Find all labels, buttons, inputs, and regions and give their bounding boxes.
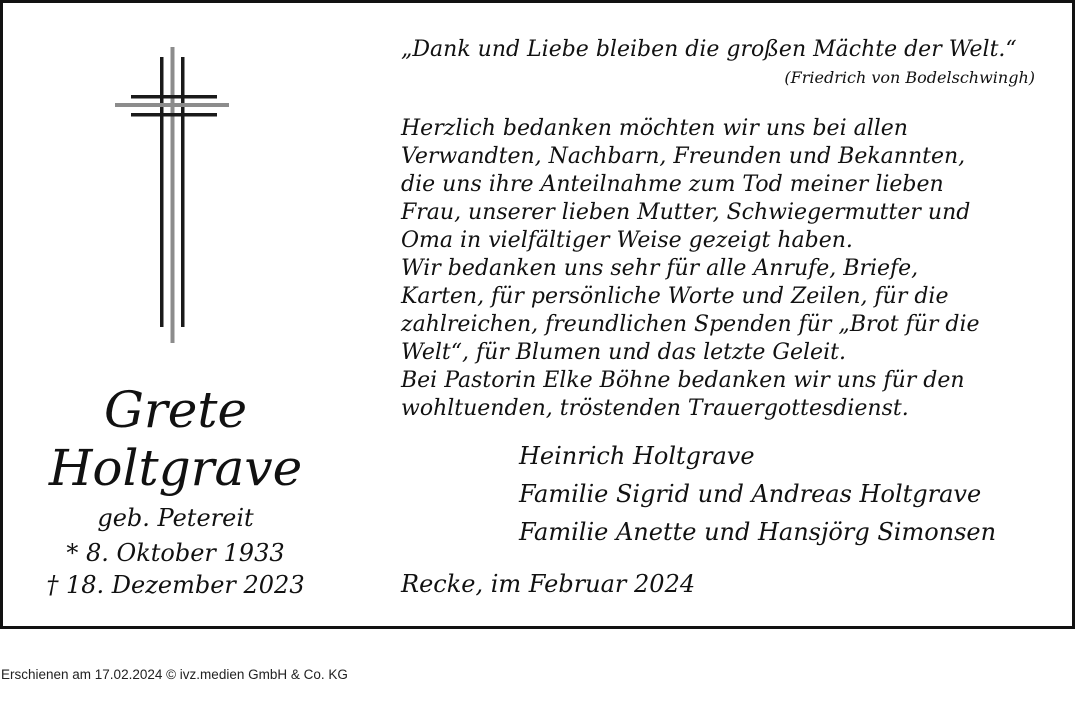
publication-footer: Erschienen am 17.02.2024 © ivz.medien GmbH & Co. KG (1, 667, 348, 682)
body-line: Wir bedanken uns sehr für alle Anrufe, Briefe, (401, 256, 919, 281)
body-line: Frau, unserer lieben Mutter, Schwiegermutter und (401, 200, 971, 225)
body-line: Verwandten, Nachbarn, Freunden und Bekannten, (401, 144, 966, 169)
deceased-last-name: Holtgrave (48, 439, 303, 497)
birth-name: geb. Petereit (97, 504, 254, 532)
place-and-date: Recke, im Februar 2024 (401, 570, 696, 598)
body-line: Oma in vielfältiger Weise gezeigt haben. (401, 228, 853, 253)
body-line: zahlreichen, freundlichen Spenden für „Brot für die (401, 312, 980, 337)
body-line: wohltuenden, tröstenden Trauergottesdienst. (401, 396, 909, 421)
birth-date: * 8. Oktober 1933 (66, 539, 285, 567)
signature-item: Familie Anette und Hansjörg Simonsen (519, 518, 997, 546)
death-date: † 18. Dezember 2023 (46, 571, 305, 599)
body-line: Herzlich bedanken möchten wir uns bei allen (401, 116, 908, 141)
body-line: Bei Pastorin Elke Böhne bedanken wir uns für den (401, 368, 965, 393)
thank-you-text (401, 115, 1051, 423)
signatures-list (519, 437, 996, 551)
body-line: Welt“, für Blumen und das letzte Geleit. (401, 340, 846, 365)
body-line: Karten, für persönliche Worte und Zeilen, für die (401, 284, 949, 309)
quote-author: (Friedrich von Bodelschwingh) (784, 68, 1035, 87)
quote-text: „Dank und Liebe bleiben die großen Mächte der Welt.“ (401, 37, 1017, 62)
cross-icon (115, 45, 229, 345)
signature-item: Heinrich Holtgrave (519, 442, 755, 470)
deceased-first-name: Grete (103, 381, 248, 439)
body-line: die uns ihre Anteilnahme zum Tod meiner lieben (401, 172, 944, 197)
signature-item: Familie Sigrid und Andreas Holtgrave (519, 480, 982, 508)
